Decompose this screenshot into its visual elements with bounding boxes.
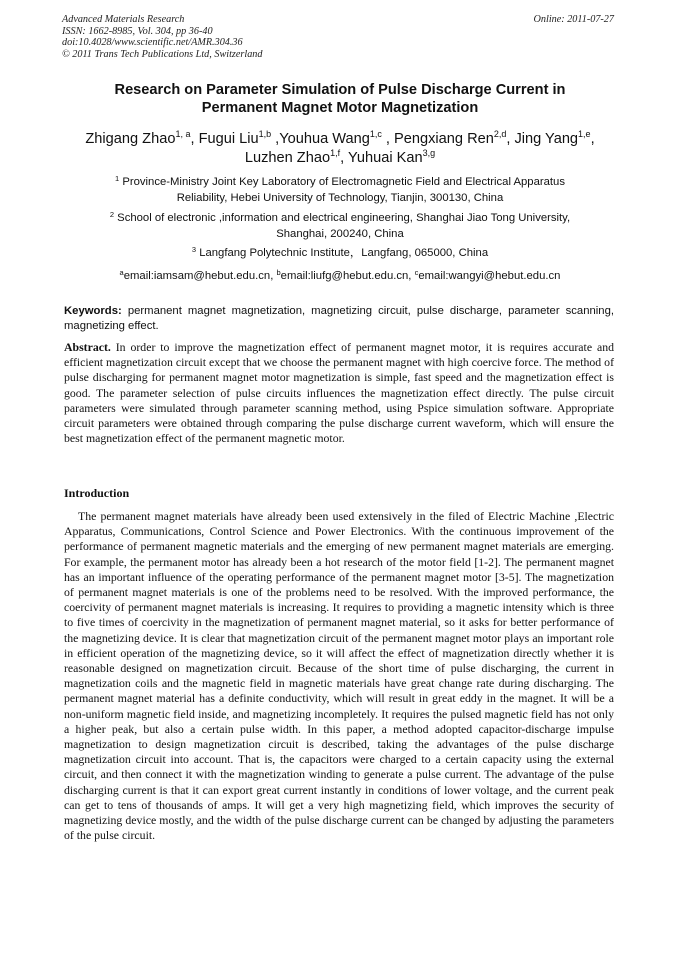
author-separator: ,: [590, 131, 595, 147]
affiliation-line: Shanghai, 200240, China: [276, 228, 404, 240]
author-affil-mark: 1,f: [330, 148, 341, 158]
email-text: email:wangyi@hebut.edu.cn: [418, 270, 561, 282]
author-list: [40, 130, 640, 168]
author-name: Luzhen Zhao: [244, 150, 331, 166]
author: [279, 131, 394, 147]
abstract-text: In order to improve the magnetization effect of permanent magnet motor, it is requires accurate and efficient magnetization circuit except that we choose the permanent magnet with high coercive force. The method of pulse discharging for permanent magnet motor magnetization is simple, fast speed and the magnetization effect is good. The parameter selection of pulse circuits influences the magnetization effect directly. The pulse circuit parameters were simulated through parameter scanning method, using Pspice simulation software. Appropriate circuit parameters were obtained through comparing the pulse discharge current waveform, which will ensure the best magnetization effect of the permanent magnetic motor.: [64, 340, 614, 446]
email-mark: b: [276, 268, 281, 277]
email[interactable]: [120, 270, 277, 282]
introduction-body: The permanent magnet materials have already been used extensively in the filed of Electric Machine ,Electric Apparatus, Communications, Control Science and Power Electronics. With the continuous improvement of the performance of permanent magnetic materials and the emerging of new permanent magnet materials are emerging. For example, the permanent motor has already been a hot research of the motor field [1-2]. The permanent magnet has an important influence of the operating performance of the permanent magnet motor [3-5]. The magnetization of permanent magnet materials is one of the problems need to be resolved. With the improved performance, the coercivity of permanent magnet materials is increasing. It requires to providing a magnetic intensity which is three to five times of coercivity in the magnetization of permanent magnet material, so it asks for better performance of the magnetizing device. It is clear that magnetization circuit of the permanent magnet motor plays an important role in efficient operation of the magnetizing device, so it will affect the effect of magnetization directly whether it is reasonable designed on magnetization circuit. Because of the short time of pulse discharging, the current in magnetization coils and the magnetic field in magnetic materials have great change rate during discharging. The permanent magnet material has a definite conductivity, which will result in great eddy in the magnet. It will be a non-uniform magnetic field inside, and magnetizing incompletely. It requires the pulsed magnetic field has not only a higher peak, but also a certain pulse width. In this paper, a method adopted capacitor-discharge impulse magnetization to design magnetization circuit is described, taking the advantages of the pulse discharge magnetization circuit into account. That is, the capacitors were charged to a certain capacity using the external circuit, and then connect it with the magnetization winding to generate a pulse current. The advantage of the pulse discharging current is that it can export great current instantly in conditions of lower voltage, and the current peak can get to tens of thousands of amps. It will get a very high magnetizing field, which improves the security of magnetizing device mostly, and the width of the pulse discharge current can be changed by adjusting the parameters of the pulse circuit.: [64, 509, 614, 843]
journal-name: Advanced Materials Research: [62, 14, 185, 25]
author-name: Youhua Wang: [279, 131, 370, 147]
email-list: [60, 268, 620, 284]
author: [85, 131, 198, 147]
email[interactable]: [276, 270, 414, 282]
author-name: Jing Yang: [514, 131, 579, 147]
affiliation-line: School of electronic ,information and electrical engineering, Shanghai Jiao Tong University,: [117, 212, 571, 224]
author-separator: ,: [381, 131, 395, 147]
email-mark: a: [119, 268, 124, 277]
affiliation-1: [60, 174, 620, 206]
author-affil-mark: 1,e: [578, 129, 591, 139]
affiliation-line: Province-Ministry Joint Key Laboratory of Electromagnetic Field and Electrical Apparatus: [122, 176, 565, 188]
affiliation-number: 1: [115, 174, 120, 183]
author-separator: ,: [506, 131, 515, 147]
email-text: email:iamsam@hebut.edu.cn,: [123, 270, 277, 282]
author-affil-mark: 3,g: [422, 148, 436, 158]
online-date: Online: 2011-07-27: [533, 14, 614, 25]
author-name: Yuhuai Kan: [347, 150, 423, 166]
affiliation-3: [60, 245, 620, 261]
title-line-2: Permanent Magnet Motor Magnetization: [201, 99, 479, 116]
affiliation-2: [60, 210, 620, 242]
paper-title: [40, 82, 640, 117]
author-name: Pengxiang Ren: [394, 131, 494, 147]
author-affil-mark: 2,d: [493, 129, 507, 139]
author-separator: ,: [271, 131, 280, 147]
author: [348, 150, 435, 166]
author-affil-mark: 1,c: [369, 129, 382, 139]
author-affil-mark: 1, a: [175, 129, 191, 139]
affiliation-line: Langfang Polytechnic Institute，Langfang, 065000, China: [199, 247, 489, 259]
publication-info: [62, 14, 262, 60]
author: [199, 131, 280, 147]
author-separator: ,: [340, 150, 348, 166]
introduction-heading: Introduction: [64, 486, 130, 500]
affiliation-number: 3: [191, 245, 197, 254]
author-separator: ,: [190, 131, 199, 147]
title-line-1: Research on Parameter Simulation of Pulse Discharge Current in: [114, 82, 566, 98]
keywords-label: Keywords:: [64, 305, 122, 317]
author-affil-mark: 1,b: [258, 129, 272, 139]
keywords-text: permanent magnet magnetization, magnetizing circuit, pulse discharge, parameter scanning, magnetizing effect.: [64, 305, 614, 332]
abstract-section: [64, 340, 614, 446]
doi-line: doi:10.4028/www.scientific.net/AMR.304.36: [62, 37, 243, 49]
affiliation-line: Reliability, Hebei University of Technology, Tianjin, 300130, China: [176, 192, 504, 204]
author-name: Zhigang Zhao: [85, 131, 176, 147]
author-name: Fugui Liu: [198, 131, 259, 147]
copyright-line: © 2011 Trans Tech Publications Ltd, Switzerland: [62, 48, 263, 60]
author: [245, 150, 348, 166]
email[interactable]: [415, 270, 561, 282]
abstract-label: Abstract.: [64, 340, 111, 354]
email-text: email:liufg@hebut.edu.cn,: [280, 270, 415, 282]
issn-line: ISSN: 1662-8985, Vol. 304, pp 36-40: [62, 25, 213, 37]
email-mark: c: [414, 268, 419, 277]
author: [394, 131, 514, 147]
affiliation-number: 2: [109, 210, 115, 219]
keywords-section: [64, 304, 614, 334]
author: [514, 131, 594, 147]
